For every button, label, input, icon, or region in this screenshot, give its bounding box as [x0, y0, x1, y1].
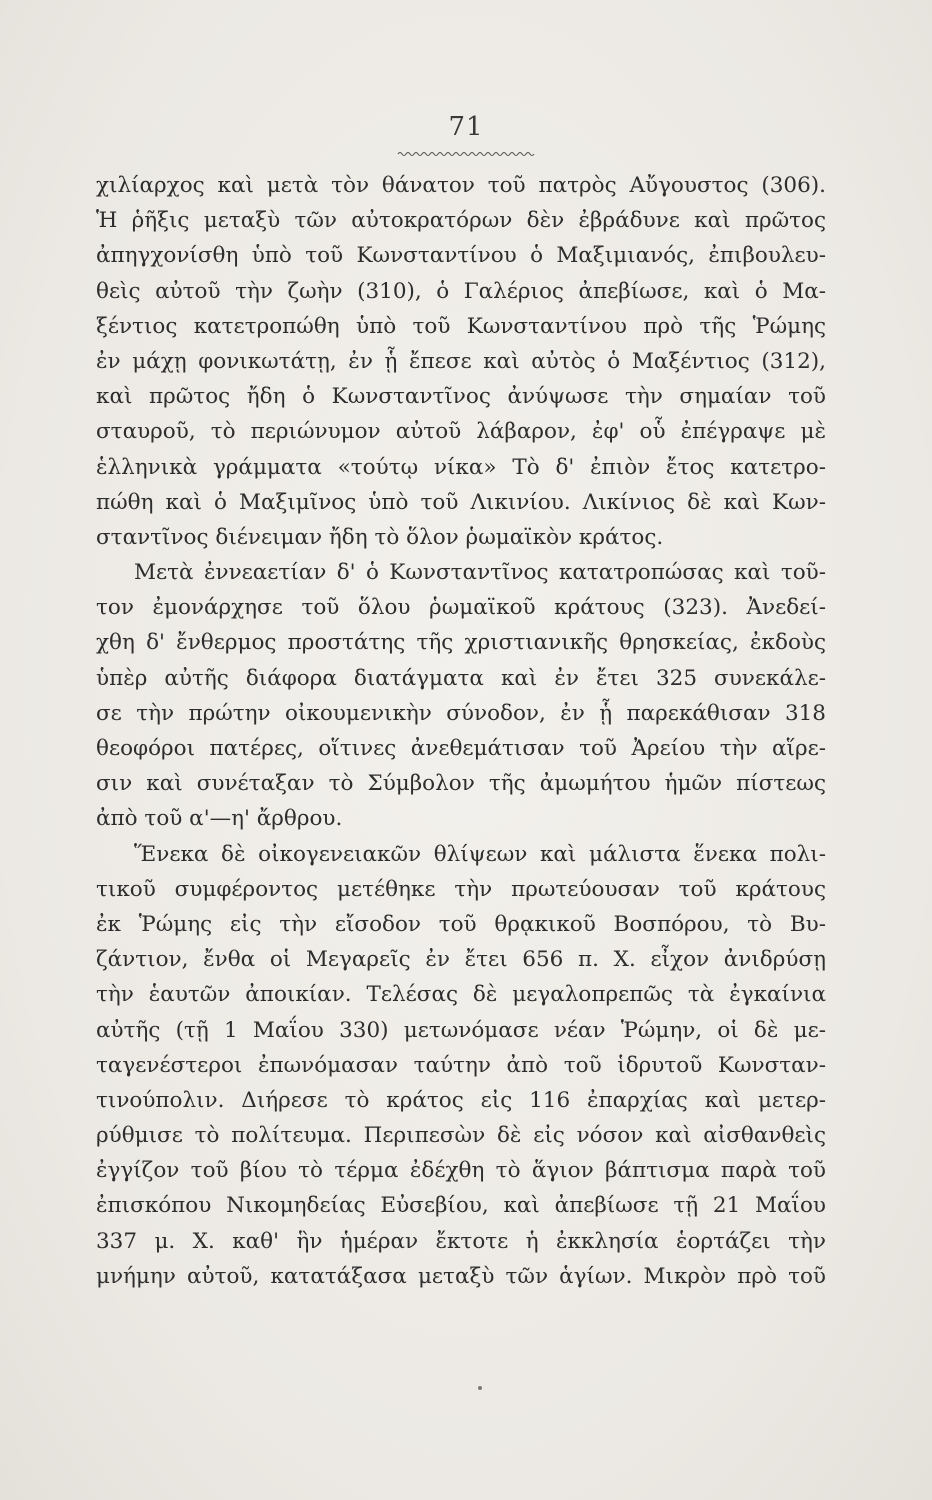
text-line: ζάντιον, ἔνθα οἱ Μεγαρεῖς ἐν ἔτει 656 π. Χ. εἶχον ἀνιδρύσῃ	[96, 947, 826, 973]
text-line: ἑλληνικὰ γράμματα «τούτῳ νίκα» Τὸ δ' ἐπιὸν ἔτος κατετρο-	[96, 454, 826, 480]
text-line: ἐπισκόπου Νικομηδείας Εὐσεβίου, καὶ ἀπεβίωσε τῇ 21 Μαΐου	[96, 1193, 826, 1219]
text-line: τὴν ἑαυτῶν ἀποικίαν. Τελέσας δὲ μεγαλοπρεπῶς τὰ ἐγκαίνια	[96, 982, 826, 1008]
text-line: αὐτῆς (τῇ 1 Μαΐου 330) μετωνόμασε νέαν Ῥώμην, οἱ δὲ με-	[96, 1017, 826, 1043]
text-line: Ἕνεκα δὲ οἰκογενειακῶν θλίψεων καὶ μάλιστα ἕνεκα πολι-	[134, 841, 826, 867]
page-number: 71	[448, 112, 484, 142]
text-line: ἐν μάχῃ φονικωτάτῃ, ἐν ᾗ ἔπεσε καὶ αὐτὸς ὁ Μαξέντιος (312),	[96, 348, 826, 374]
text-line: πώθη καὶ ὁ Μαξιμῖνος ὑπὸ τοῦ Λικινίου. Λικίνιος δὲ καὶ Κων-	[96, 489, 826, 515]
text-line: τικοῦ συμφέροντος μετέθηκε τὴν πρωτεύουσαν τοῦ κράτους	[96, 876, 826, 902]
ink-speck	[478, 1386, 482, 1390]
text-line: ἀπὸ τοῦ α'—η' ἄρθρου.	[96, 806, 343, 832]
text-line: καὶ πρῶτος ἤδη ὁ Κωνσταντῖνος ἀνύψωσε τὴν σημαίαν τοῦ	[96, 384, 826, 410]
text-line: Ἡ ῥῆξις μεταξὺ τῶν αὐτοκρατόρων δὲν ἐβράδυνε καὶ πρῶτος	[96, 208, 826, 234]
paragraph-2	[96, 555, 826, 837]
text-line: θεοφόροι πατέρες, οἵτινες ἀνεθεμάτισαν τοῦ Ἀρείου τὴν αἵρε-	[96, 736, 826, 761]
text-line: ἐκ Ῥώμης εἰς τὴν εἴσοδον τοῦ θρᾳκικοῦ Βοσπόρου, τὸ Βυ-	[96, 911, 826, 937]
text-line: ρύθμισε τὸ πολίτευμα. Περιπεσὼν δὲ εἰς νόσον καὶ αἰσθανθεὶς	[96, 1123, 826, 1149]
body-text	[96, 168, 826, 1294]
text-line: ὑπὲρ αὐτῆς διάφορα διατάγματα καὶ ἐν ἔτει 325 συνεκάλε-	[96, 665, 826, 691]
text-line: σταυροῦ, τὸ περιώνυμον αὐτοῦ λάβαρον, ἐφ' οὗ ἐπέγραψε μὲ	[96, 419, 826, 445]
text-line: ταγενέστεροι ἐπωνόμασαν ταύτην ἀπὸ τοῦ ἱδρυτοῦ Κωνσταν-	[96, 1052, 826, 1078]
decorative-rule	[396, 150, 536, 158]
text-line: τινούπολιν. Διήρεσε τὸ κράτος εἰς 116 ἐπαρχίας καὶ μετερ-	[96, 1087, 826, 1113]
text-line: μνήμην αὐτοῦ, κατατάξασα μεταξὺ τῶν ἁγίων. Μικρὸν πρὸ τοῦ	[96, 1263, 826, 1289]
text-line: Μετὰ ἐννεαετίαν δ' ὁ Κωνσταντῖνος κατατροπώσας καὶ τοῦ-	[134, 560, 826, 586]
text-line: σε τὴν πρώτην οἰκουμενικὴν σύνοδον, ἐν ᾗ παρεκάθισαν 318	[96, 700, 826, 726]
text-line: τον ἐμονάρχησε τοῦ ὅλου ῥωμαϊκοῦ κράτους (323). Ἀνεδεί-	[96, 595, 826, 621]
paragraph-3	[96, 837, 826, 1294]
text-line: ἐγγίζον τοῦ βίου τὸ τέρμα ἐδέχθη τὸ ἅγιον βάπτισμα παρὰ τοῦ	[96, 1158, 826, 1184]
text-line: ξέντιος κατετροπώθη ὑπὸ τοῦ Κωνσταντίνου πρὸ τῆς Ῥώμης	[96, 313, 826, 339]
text-line: θεὶς αὐτοῦ τὴν ζωὴν (310), ὁ Γαλέριος ἀπεβίωσε, καὶ ὁ Μα-	[96, 278, 826, 304]
text-line: χιλίαρχος καὶ μετὰ τὸν θάνατον τοῦ πατρὸς Αὔγουστος (306).	[96, 173, 826, 198]
text-line: χθη δ' ἔνθερμος προστάτης τῆς χριστιανικῆς θρησκείας, ἐκδοὺς	[96, 630, 826, 656]
text-line: σιν καὶ συνέταξαν τὸ Σύμβολον τῆς ἀμωμήτου ἡμῶν πίστεως	[96, 771, 826, 797]
text-line: ἀπηγχονίσθη ὑπὸ τοῦ Κωνσταντίνου ὁ Μαξιμιανός, ἐπιβουλευ-	[96, 243, 826, 269]
paragraph-1	[96, 168, 826, 555]
text-line: 337 μ. Χ. καθ' ἣν ἡμέραν ἔκτοτε ἡ ἐκκλησία ἑορτάζει τὴν	[96, 1228, 826, 1254]
text-line: σταντῖνος διένειμαν ἤδη τὸ ὅλον ῥωμαϊκὸν κράτος.	[96, 524, 664, 550]
